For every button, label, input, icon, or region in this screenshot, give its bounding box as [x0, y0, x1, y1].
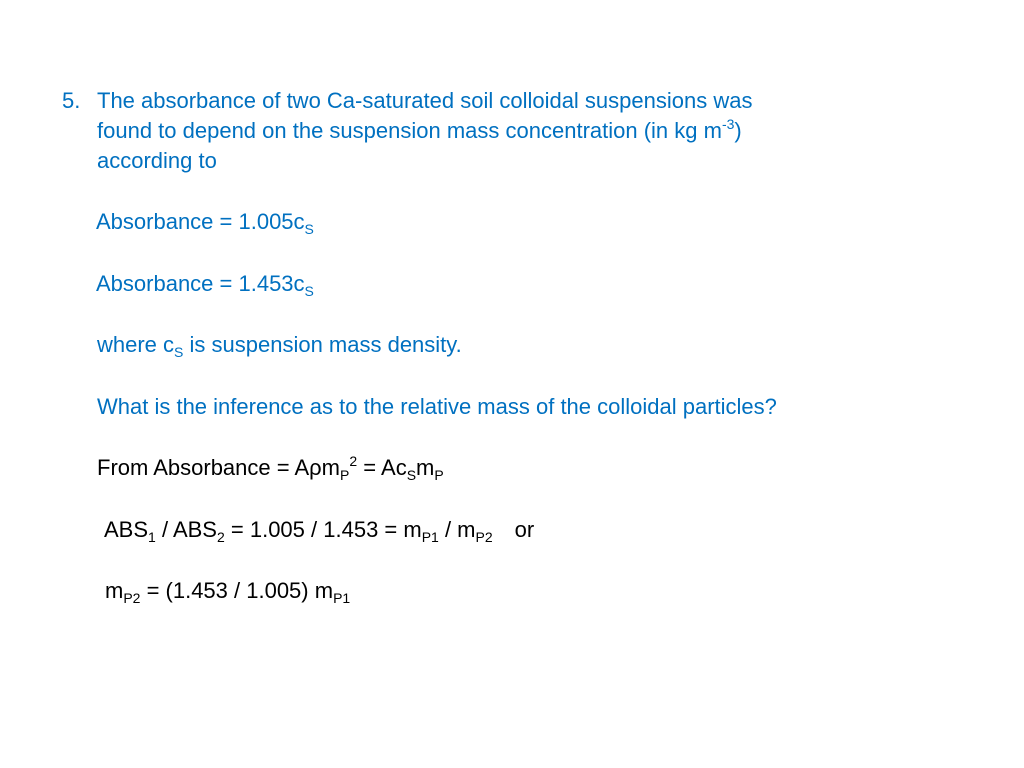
from-subscript-2: S [406, 467, 417, 483]
mass-text-b: = (1.453 / 1.005) m [140, 578, 334, 603]
from-text-c: m [416, 455, 435, 480]
equation-1-text: Absorbance = 1.005c [96, 209, 305, 234]
from-text-b: = Ac [357, 455, 407, 480]
solution-ratio-equation [104, 517, 534, 543]
equation-1-subscript: S [304, 221, 314, 237]
problem-intro-line-1: The absorbance of two Ca-saturated soil colloidal suspensions was [97, 88, 753, 113]
ratio-text-d: / m [438, 517, 476, 542]
ratio-subscript-2: 2 [216, 529, 225, 545]
absorbance-equation-1 [96, 209, 314, 235]
problem-intro-line-2 [97, 118, 742, 144]
intro-line-2-text: found to depend on the suspension mass concentration (in kg m [97, 118, 722, 143]
ratio-subscript-3: P1 [421, 529, 439, 545]
ratio-subscript-4: P2 [475, 529, 493, 545]
ratio-text-b: / ABS [155, 517, 217, 542]
from-subscript-1: P [340, 467, 350, 483]
intro-line-2-exponent: -3 [721, 116, 735, 132]
ratio-text-a: ABS [104, 517, 149, 542]
where-subscript: S [174, 344, 184, 360]
absorbance-equation-2 [96, 271, 314, 297]
mass-text-a: m [105, 578, 124, 603]
mass-subscript-2: P1 [333, 590, 351, 606]
where-definition [97, 332, 462, 358]
equation-2-subscript: S [304, 283, 314, 299]
from-exponent: 2 [349, 453, 358, 469]
from-subscript-3: P [434, 467, 444, 483]
intro-line-2-close: ) [734, 118, 742, 143]
equation-2-text: Absorbance = 1.453c [96, 271, 305, 296]
ratio-text-c: = 1.005 / 1.453 = m [224, 517, 422, 542]
question-text: What is the inference as to the relative mass of the colloidal particles? [97, 394, 777, 419]
ratio-or: or [514, 517, 535, 542]
solution-from-equation [97, 455, 444, 481]
where-text: where c [97, 332, 175, 357]
mass-subscript-1: P2 [123, 590, 141, 606]
solution-mass-equation [105, 578, 350, 604]
where-description: is suspension mass density. [183, 332, 462, 357]
problem-number: 5. [62, 88, 81, 113]
problem-intro-line-3: according to [97, 148, 217, 173]
ratio-subscript-1: 1 [148, 529, 156, 545]
from-text-a: From Absorbance = Aρm [97, 455, 341, 480]
